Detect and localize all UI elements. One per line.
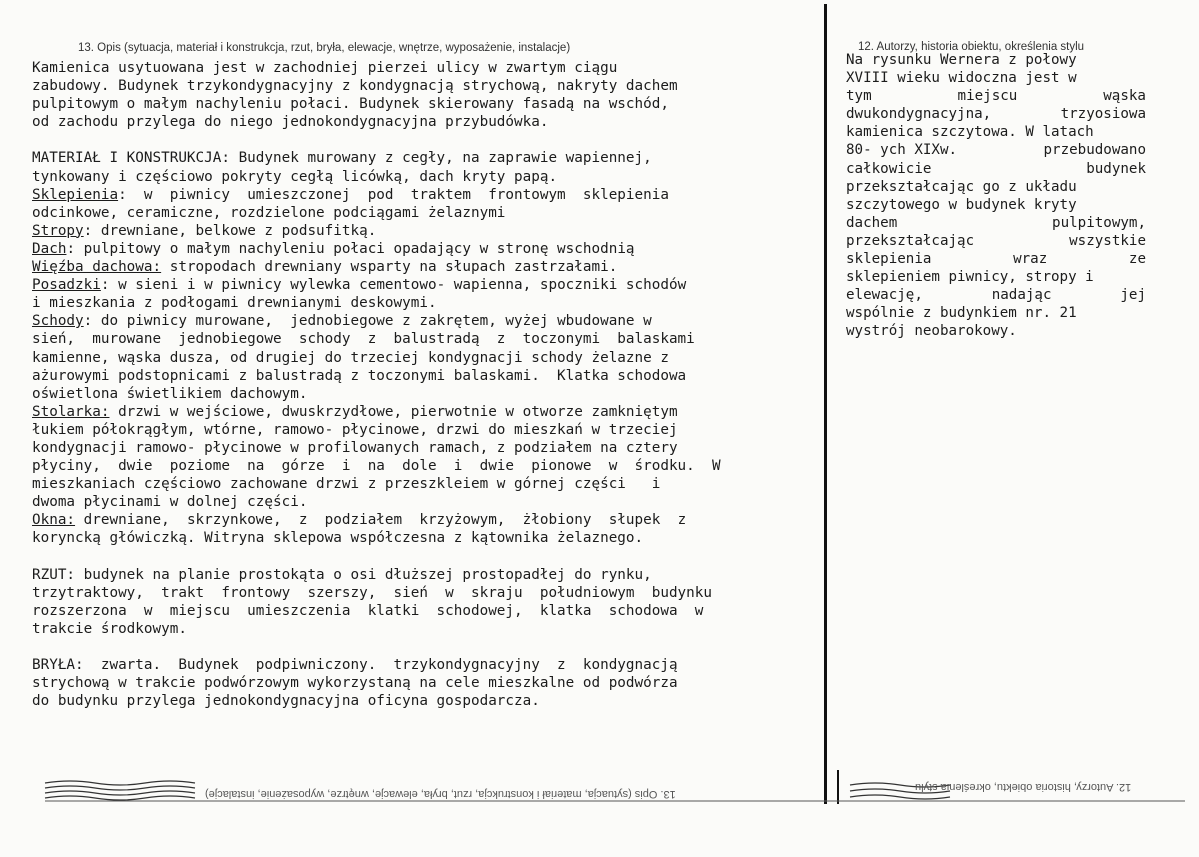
stolarka-label: Stolarka: — [32, 403, 110, 420]
sklepienia-label: Sklepienia — [32, 186, 119, 203]
schody-line: Schody: do piwnicy murowane, jednobiegowe z zakrętem, wyżej wbudowane w — [32, 313, 652, 330]
stolarka-line: Stolarka: drzwi w wejściowe, dwuskrzydłowe, pierwotnie w otworze zamkniętym — [32, 403, 678, 420]
rzut-paragraph: RZUT: budynek na planie prostokąta o osi dłuższej prostopadłej do rynku, trzytraktowy, trakt frontowy szerszy, sień w skraju południowym budynku rozszerzona w miejscu umieszczenia klatki schodowej, klatka schodowa w trakcie środkowym. — [32, 566, 712, 637]
sklepienia-line: Sklepienia: w piwnicy umieszczonej pod traktem frontowym sklepienia — [32, 186, 669, 203]
material-section: MATERIAŁ I KONSTRUKCJA: Budynek murowany z cegły, na zaprawie wapiennej, tynkowany i częściowo pokryty cegłą licówką, dach kryty papą. Sklepienia: w piwnicy umieszczonej pod traktem frontowym sklepienia odcinkowe, ceramiczne, rozdzielone podciągami żelaznymi Stropy: drewniane, belkowe z podsufitką. Dach: pulpitowy o małym nachyleniu połaci opadający w stronę wschodnią Więźba dachowa: stropodach drewniany wsparty na słupach zastrzałami. Posadzki: w sieni i w piwnicy wylewka cementowo- wapienna, spoczniki schodów i mieszkania z podłogami drewnianymi deskowymi. Schody: do piwnicy murowane, jednobiegowe z zakrętem, wyżej wbudowane w sień, murowane jednobiegowe schody z balustradą z toczonymi balaskami kamienne, wąska dusza, od drugiej do trzeciej kondygnacji schody żelazne z ażurowymi podstopnicami z balustradą z toczonymi balaskami. Klatka schodowa oświetlona świetlikiem dachowym. Stolarka: drzwi w wejściowe, dwuskrzydłowe, pierwotnie w otworze zamkniętym łukiem półokrągłym, wtórne, ramowo- płycinowe, drzwi do mieszkań w trzeciej kondygnacji ramowo- płycinowe w profilowanych ramach, z podziałem na cztery płyciny, dwie poziome na górze i na dole i dwie pionowe w środku. W mieszkaniach częściowo zachowane drzwi z przeszkleiem w górnej części i dwoma płycinami w dolnej części. Okna: drewniane, skrzynkowe, z podziałem krzyżowym, żłobiony słupek z koryncką główiczką. Witryna sklepowa współczesna z kątownika żelaznego. — [32, 149, 812, 547]
mirrored-bleed-through-text-right: 12. Autorzy, historia obiektu, określenia stylu — [915, 781, 1132, 793]
posadzki-line: Posadzki: w sieni i w piwnicy wylewka cementowo- wapienna, spoczniki schodów — [32, 277, 687, 294]
column-divider — [824, 4, 827, 804]
wiezba-label: Więźba dachowa: — [32, 259, 162, 276]
situation-paragraph: Kamienica usytuowana jest w zachodniej pierzei ulicy w zwartym ciągu zabudowy. Budynek trzykondygnacyjny z kondygnacją strychową, nakryty dachem pulpitowym o małym nachyleniu połaci. Budynek skierowany fasadą na wschód, od zachodu przylega do niego jednokondygnacyjna przybudówka. — [32, 60, 678, 131]
okna-line: Okna: drewniane, skrzynkowe, z podziałem krzyżowym, żłobiony słupek z — [32, 512, 687, 529]
stropy-line: Stropy: drewniane, belkowe z podsufitką. — [32, 222, 377, 239]
wiezba-line: Więźba dachowa: stropodach drewniany wsparty na słupach zastrzałami. — [32, 259, 618, 276]
okna-label: Okna: — [32, 512, 76, 529]
history-column: Na rysunku Wernera z połowy XVIII wieku widoczna jest w tym miejscu wąska dwukondygnacyjna, trzyosiowa kamienica szczytowa. W latach 80- ych XIXw. przebudowano całkowicie budynek przekształcając go z układu szczytowego w budynek kryty dachem pulpitowym, przekształcając wszystkie sklepienia wraz ze sklepieniem piwnicy, stropy i elewację, nadając jej wspólnie z budynkiem nr. 21 wystrój neobarokowy. — [846, 52, 1146, 340]
mirrored-bleed-through-text-left: 13. Opis (sytuacja, materiał i konstrukcja, rzut, bryła, elewacje, wnętrze, wyposażenie, instalacje) — [205, 788, 676, 800]
dach-line: Dach: pulpitowy o małym nachyleniu połaci opadający w stronę wschodnią — [32, 240, 635, 257]
dach-label: Dach — [32, 240, 67, 257]
description-header: 13. Opis (sytuacja, materiał i konstrukcja, rzut, bryła, elewacje, wnętrze, wyposażenie, instalacje) — [78, 42, 571, 54]
description-column — [32, 59, 812, 710]
schody-label: Schody — [32, 313, 84, 330]
bryla-paragraph: BRYŁA: zwarta. Budynek podpiwniczony. trzykondygnacyjny z kondygnacją strychową w trakcie podwórzowym wykorzystaną na cele mieszkalne od podwórza do budynku przylega jednokondygnacyjna oficyna gospodarcza. — [32, 657, 678, 710]
posadzki-label: Posadzki — [32, 277, 101, 294]
stropy-label: Stropy — [32, 222, 84, 239]
history-header: 12. Autorzy, historia obiektu, określenia stylu — [858, 41, 1085, 53]
